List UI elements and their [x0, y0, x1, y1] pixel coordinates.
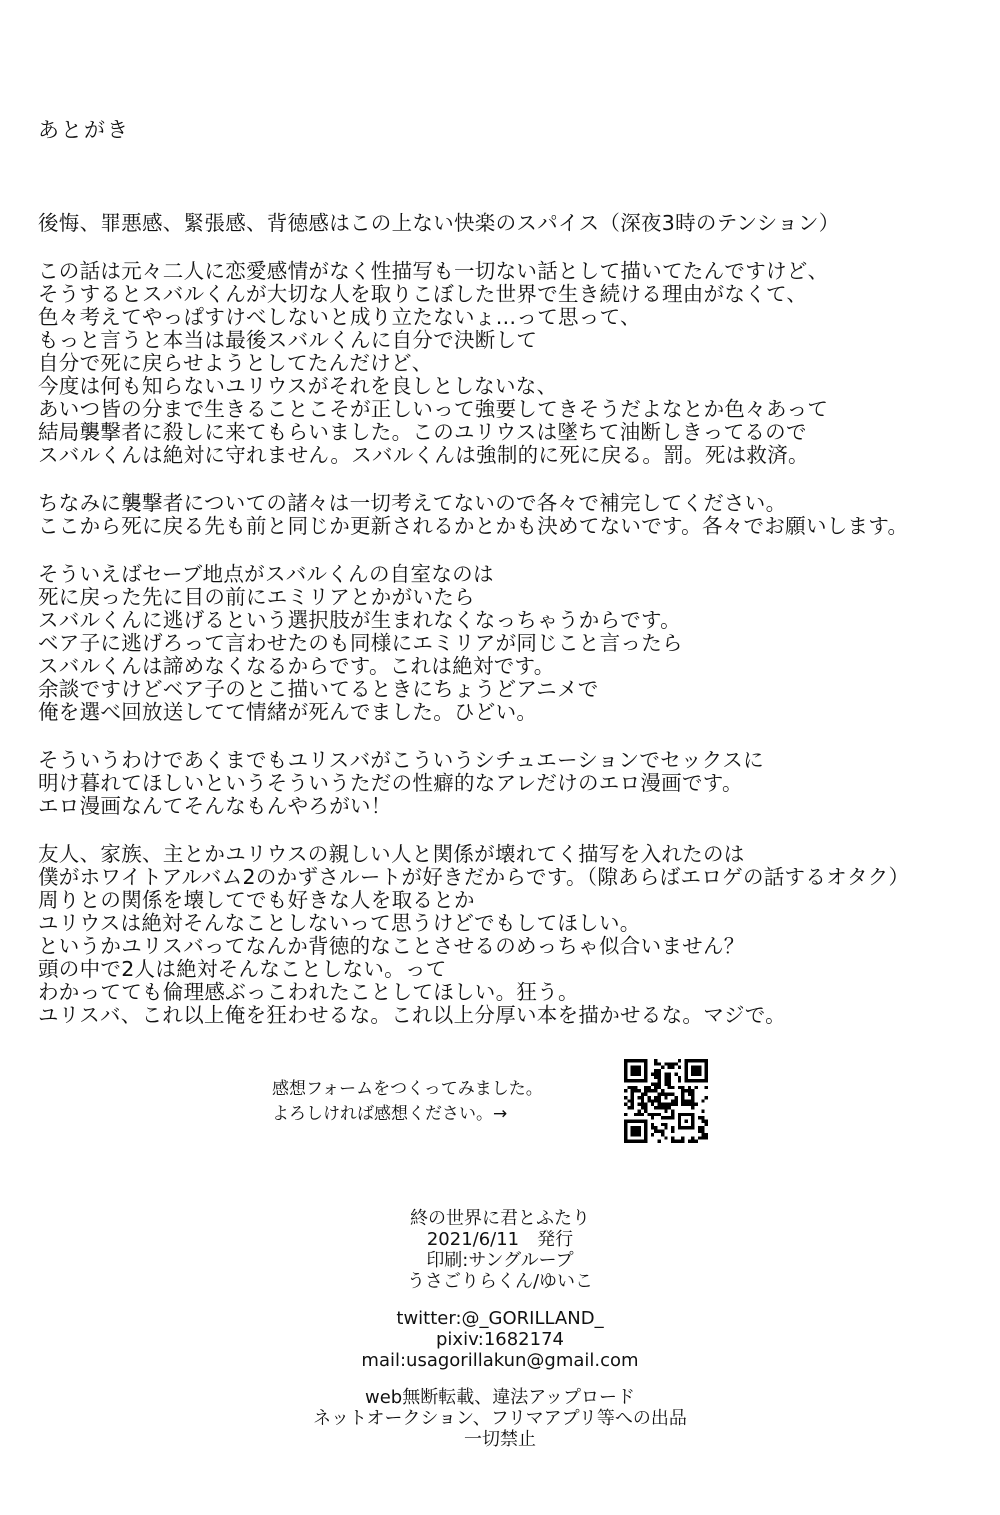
twitter-handle: twitter:@_GORILLAND_: [396, 1308, 604, 1329]
authors: うさごりらくん/ゆいこ: [406, 1271, 594, 1292]
text-line: そういえばセーブ地点がスバルくんの自室なのは: [38, 562, 494, 586]
publish-date: 2021/6/11 発行: [426, 1229, 574, 1250]
afterword-body: [38, 212, 983, 1052]
paragraph: [38, 563, 983, 724]
text-line: スバルくんに逃げるという選択肢が生まれなくなっちゃうからです。: [38, 608, 681, 632]
feedback-line: よろしければ感想ください。→: [272, 1104, 508, 1124]
paragraph: [38, 260, 983, 467]
text-line: 余談ですけどベア子のとこ描いてるときにちょうどアニメで: [38, 677, 599, 701]
notice-line: ネットオークション、フリマアプリ等への出品: [313, 1408, 687, 1429]
qr-code-icon[interactable]: [624, 1059, 708, 1143]
paragraph: [38, 843, 983, 1027]
text-line: というかユリスバってなんか背徳的なことさせるのめっちゃ似合いません？: [38, 934, 745, 958]
text-line: そうするとスバルくんが大切な人を取りこぼした世界で生き続ける理由がなくて、: [38, 282, 808, 306]
notice-line: 一切禁止: [464, 1429, 536, 1450]
text-line: ユリウスは絶対そんなことしないって思うけどでもしてほしい。: [38, 911, 641, 935]
paragraph: [38, 749, 983, 818]
text-line: 頭の中で2人は絶対そんなことしない。って: [38, 957, 447, 981]
text-line: 結局襲撃者に殺しに来てもらいました。このユリウスは墜ちて油断しきってるので: [38, 420, 807, 444]
text-line: スバルくんは諦めなくなるからです。これは絶対です。: [38, 654, 555, 678]
afterword-heading: あとがき: [38, 118, 130, 142]
text-line: 僕がホワイトアルバム2のかずさルートが好きだからです。（隙あらばエロゲの話するオタク）: [38, 865, 910, 889]
text-line: ユリスバ、これ以上俺を狂わせるな。これ以上分厚い本を描かせるな。マジで。: [38, 1003, 786, 1027]
text-line: 今度は何も知らないユリウスがそれを良しとしないな、: [38, 374, 558, 398]
text-line: この話は元々二人に恋愛感情がなく性描写も一切ない話として描いてたんですけど、: [38, 259, 829, 283]
usage-notice: [250, 1387, 750, 1450]
contact-info: [250, 1308, 750, 1371]
paragraph: [38, 492, 983, 538]
text-line: 自分で死に戻らせようとしてたんだけど、: [38, 351, 433, 375]
text-line: 周りとの関係を壊してでも好きな人を取るとか: [38, 888, 475, 912]
notice-line: web無断転載、違法アップロード: [365, 1387, 635, 1408]
text-line: 俺を選べ回放送してて情緒が死んでました。ひどい。: [38, 700, 538, 724]
publication-info: [250, 1208, 750, 1292]
text-line: 後悔、罪悪感、緊張感、背徳感はこの上ない快楽のスパイス（深夜3時のテンション）: [38, 211, 840, 235]
text-line: 明け暮れてほしいというそういうただの性癖的なアレだけのエロ漫画です。: [38, 771, 743, 795]
feedback-line: 感想フォームをつくってみました。: [272, 1079, 543, 1099]
text-line: ベア子に逃げろって言わせたのも同様にエミリアが同じこと言ったら: [38, 631, 683, 655]
paragraph: [38, 212, 983, 235]
text-line: 友人、家族、主とかユリウスの親しい人と関係が壊れてく描写を入れたのは: [38, 842, 745, 866]
text-line: エロ漫画なんてそんなもんやろがい！: [38, 794, 392, 818]
text-line: ここから死に戻る先も前と同じか更新されるかとかも決めてないです。各々でお願いします。: [38, 514, 909, 538]
text-line: そういうわけであくまでもユリスバがこういうシチュエーションでセックスに: [38, 748, 764, 772]
mail-address: mail:usagorillakun@gmail.com: [361, 1350, 639, 1371]
pixiv-id: pixiv:1682174: [436, 1329, 564, 1350]
text-line: スバルくんは絶対に守れません。スバルくんは強制的に死に戻る。罰。死は救済。: [38, 443, 809, 467]
feedback-note: [272, 1077, 543, 1127]
text-line: もっと言うと本当は最後スバルくんに自分で決断して: [38, 328, 538, 352]
text-line: 色々考えてやっぱすけべしないと成り立たないょ…って思って、: [38, 305, 641, 329]
text-line: あいつ皆の分まで生きることこそが正しいって強要してきそうだよなとか色々あって: [38, 397, 829, 421]
printer: 印刷:サングループ: [426, 1250, 574, 1271]
colophon: [250, 1208, 750, 1466]
book-title: 終の世界に君とふたり: [410, 1208, 590, 1229]
text-line: ちなみに襲撃者についての諸々は一切考えてないので各々で補完してください。: [38, 491, 787, 515]
text-line: わかってても倫理感ぶっこわれたことしてほしい。狂う。: [38, 980, 579, 1004]
text-line: 死に戻った先に目の前にエミリアとかがいたら: [38, 585, 475, 609]
